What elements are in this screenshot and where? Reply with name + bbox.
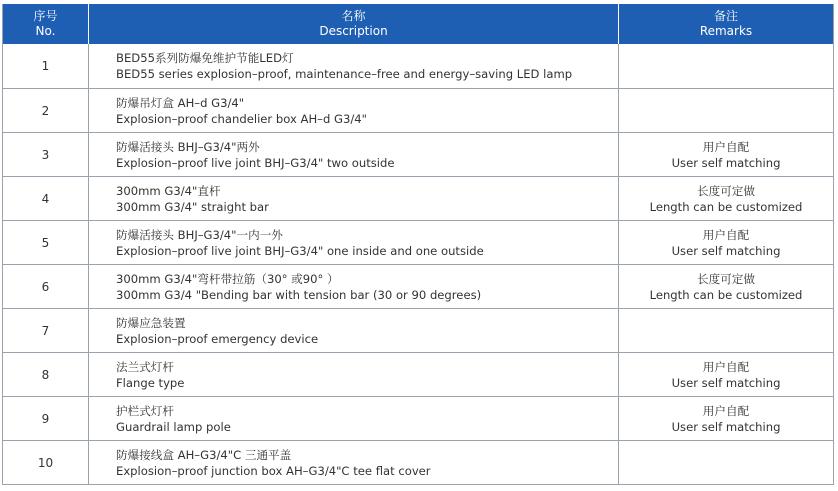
row-number: 1 [41,59,50,73]
description-en: Flange type [116,375,185,390]
row-number-cell [3,353,89,396]
remarks-cn: 用户自配 [702,139,750,154]
description-cell [89,397,619,440]
header-rem-cn: 备注 [713,9,738,23]
table-row [3,396,833,440]
remarks-en: User self matching [671,419,781,434]
description-cell [89,44,619,88]
description-cn: 300mm G3/4"直杆 [116,183,221,198]
description-cn: 防爆活接头 BHJ–G3/4"两外 [116,139,260,154]
remarks-en: Length can be customized [649,287,803,302]
description-cn: 护栏式灯杆 [116,403,174,418]
description-en: 300mm G3/4 "Bending bar with tension bar (30 or 90 degrees) [116,287,482,302]
description-en: 300mm G3/4" straight bar [116,199,269,214]
header-desc-en: Description [319,24,388,38]
row-number: 7 [41,323,50,338]
row-number: 10 [37,455,54,470]
header-desc-cn: 名称 [341,9,366,23]
table-row [3,308,833,352]
table-body [3,44,833,484]
description-en: Explosion–proof chandelier box AH–d G3/4" [116,111,367,126]
remarks-cell [619,265,833,308]
row-number: 5 [41,235,50,250]
remarks-cell [619,353,833,396]
row-number-cell [3,44,89,88]
row-number-cell [3,309,89,352]
header-remarks [619,4,833,44]
remarks-en: User self matching [671,375,781,390]
header-rem-en: Remarks [699,24,753,38]
description-cell [89,177,619,220]
header-no [3,4,89,44]
description-cn: 300mm G3/4"弯杆带拉筋（30° 或90° ） [116,271,339,286]
row-number-cell [3,89,89,132]
table-row [3,220,833,264]
row-number-cell [3,177,89,220]
remarks-cell [619,309,833,352]
description-cn: BED55系列防爆免维护节能LED灯 [116,51,294,65]
remarks-cell [619,89,833,132]
parts-table [2,4,834,485]
description-cell [89,353,619,396]
remarks-cell [619,441,833,484]
row-number: 8 [41,367,50,382]
description-cn: 防爆吊灯盒 AH–d G3/4" [116,95,245,110]
remarks-cell [619,397,833,440]
row-number: 9 [41,411,50,426]
description-cell [89,441,619,484]
description-cell [89,133,619,176]
description-cell [89,265,619,308]
table-row [3,440,833,484]
remarks-cn: 长度可定做 [697,271,755,286]
description-cn: 防爆活接头 BHJ–G3/4"一内一外 [116,227,283,242]
row-number-cell [3,221,89,264]
remarks-en: User self matching [671,243,781,258]
remarks-cn: 用户自配 [702,403,750,418]
remarks-en: User self matching [671,155,781,170]
remarks-cell [619,133,833,176]
header-no-cn: 序号 [33,9,58,23]
remarks-cn: 用户自配 [702,227,750,242]
table-row [3,176,833,220]
header-no-en: No. [35,24,56,38]
table-row [3,88,833,132]
description-cell [89,221,619,264]
row-number-cell [3,397,89,440]
row-number: 3 [41,147,50,162]
table-row [3,132,833,176]
row-number: 4 [41,191,50,206]
remarks-cn: 用户自配 [702,359,750,374]
description-en: Explosion–proof emergency device [116,331,319,346]
remarks-cn: 长度可定做 [697,183,755,198]
description-cn: 防爆接线盒 AH–G3/4"C 三通平盖 [116,447,292,462]
table-row [3,264,833,308]
description-cn: 防爆应急装置 [116,315,186,330]
remarks-en: Length can be customized [649,199,803,214]
description-en: Guardrail lamp pole [116,419,231,434]
remarks-cell [619,44,833,88]
description-en: Explosion–proof junction box AH–G3/4"C tee flat cover [116,463,431,478]
description-en: Explosion–proof live joint BHJ–G3/4" one inside and one outside [116,243,484,258]
description-cn: 法兰式灯杆 [116,359,174,374]
row-number-cell [3,441,89,484]
row-number: 2 [41,103,50,118]
description-cell [89,89,619,132]
row-number-cell [3,133,89,176]
header-description [89,4,619,44]
description-cell [89,309,619,352]
row-number: 6 [41,279,50,294]
description-en: Explosion–proof live joint BHJ–G3/4" two outside [116,155,395,170]
remarks-cell [619,177,833,220]
description-en: BED55 series explosion–proof, maintenance–free and energy–saving LED lamp [116,67,573,81]
table-row [3,44,833,88]
table-header [3,4,833,44]
table-row [3,352,833,396]
remarks-cell [619,221,833,264]
row-number-cell [3,265,89,308]
